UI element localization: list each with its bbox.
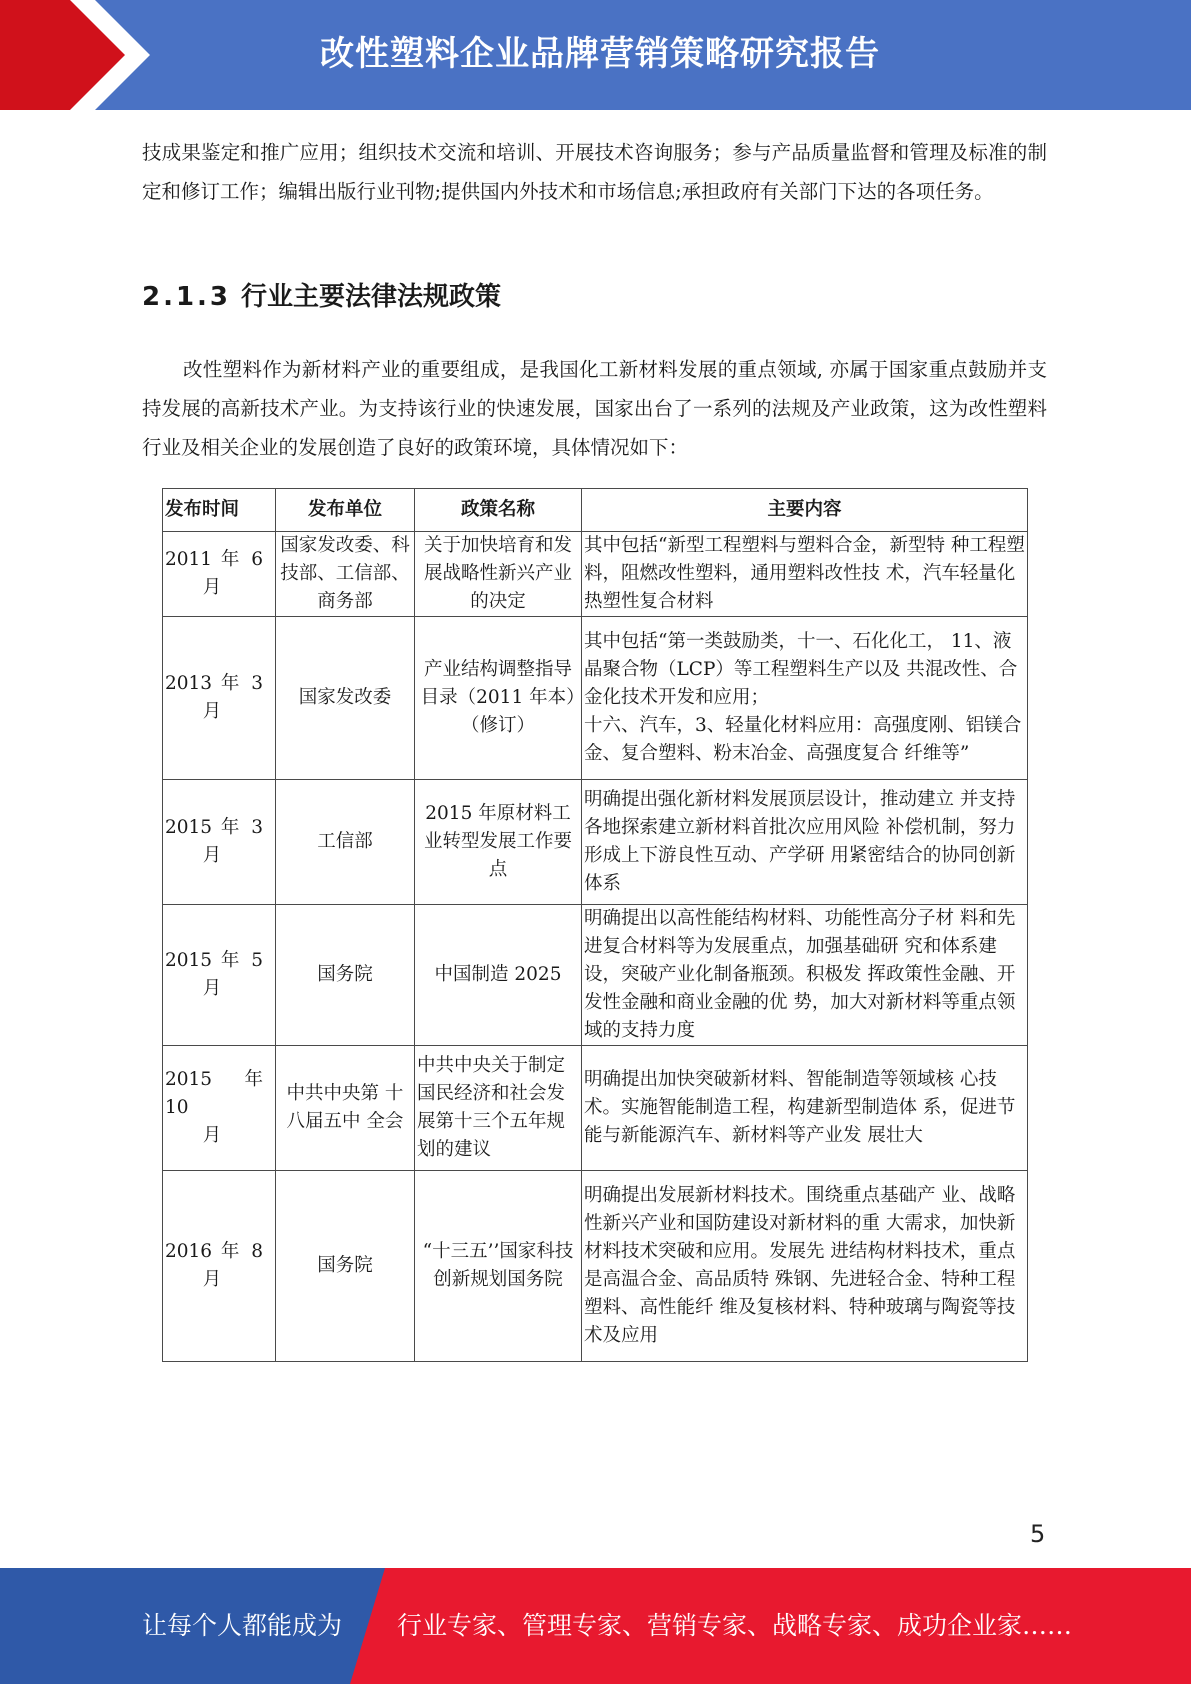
section-number: 2.1.3 [142,282,232,312]
cell-policy: “十三五’’国家科技创新规划国务院 [415,1171,582,1362]
table-row [163,532,1028,617]
cell-date: 2015 年 5 月 [163,905,276,1046]
cell-issuer: 国家发改委 [276,617,415,780]
cell-date: 2011 年 6 月 [163,532,276,617]
footer-slogan-right: 行业专家、管理专家、营销专家、战略专家、成功企业家…… [397,1611,1073,1640]
cell-policy: 中共中央关于制定国民经济和社会发展第十三个五年规划的建议 [415,1046,582,1171]
table-row [163,1046,1028,1171]
cell-date: 2013 年 3 月 [163,617,276,780]
cell-date: 2016 年 8 月 [163,1171,276,1362]
cell-issuer: 工信部 [276,780,415,905]
section-title: 行业主要法律法规政策 [241,282,502,312]
cell-content: 明确提出发展新材料技术。围绕重点基础产 业、战略性新兴产业和国防建设对新材料的重 大需求，加快新材料技术突破和应用。发展先 进结构材料技术，重点是高温合金、高品质特 殊钢、先进轻合金、特种工程塑料、高性能纤 维及复核材料、特种玻璃与陶瓷等技术及应用 [582,1171,1028,1362]
cell-policy: 产业结构调整指导目录（2011 年本）（修订） [415,617,582,780]
footer-slogan-left: 让每个人都能成为 [142,1611,343,1640]
intro-paragraph: 技成果鉴定和推广应用；组织技术交流和培训、开展技术咨询服务；参与产品质量监督和管理及标准的制定和修订工作；编辑出版行业刊物;提供国内外技术和市场信息;承担政府有关部门下达的各项任务。 [142,141,1047,203]
cell-date: 2015 年 3 月 [163,780,276,905]
cell-policy: 中国制造 2025 [415,905,582,1046]
cell-policy: 关于加快培育和发展战略性新兴产业的决定 [415,532,582,617]
page-number: 5 [1030,1520,1046,1548]
table-row [163,780,1028,905]
header-issuer: 发布单位 [276,489,415,532]
report-title: 改性塑料企业品牌营销策略研究报告 [320,34,880,74]
cell-content: 其中包括“新型工程塑料与塑料合金，新型特 种工程塑料，阻燃改性塑料，通用塑料改性技 术，汽车轻量化热塑性复合材料 [582,532,1028,617]
header-date: 发布时间 [163,489,276,532]
cell-content: 明确提出强化新材料发展顶层设计，推动建立 并支持各地探索建立新材料首批次应用风险 补偿机制，努力形成上下游良性互动、产学研 用紧密结合的协同创新体系 [582,780,1028,905]
cell-issuer: 中共中央第 十八届五中 全会 [276,1046,415,1171]
body-paragraph: 改性塑料作为新材料产业的重要组成，是我国化工新材料发展的重点领域, 亦属于国家重点鼓励并支持发展的高新技术产业。为支持该行业的快速发展，国家出台了一系列的法规及产业政策，这为改性塑料行业及相关企业的发展创造了良好的政策环境，具体情况如下： [142,358,1047,459]
page-header [0,0,1191,110]
header-content: 主要内容 [582,489,1028,532]
table-row [163,905,1028,1046]
cell-policy: 2015 年原材料工业转型发展工作要点 [415,780,582,905]
cell-content: 明确提出加快突破新材料、智能制造等领域核 心技术。实施智能制造工程，构建新型制造体 系，促进节能与新能源汽车、新材料等产业发 展壮大 [582,1046,1028,1171]
policy-table [162,488,1028,1362]
cell-content: 明确提出以高性能结构材料、功能性高分子材 料和先进复合材料等为发展重点，加强基础研 究和体系建设，突破产业化制备瓶颈。积极发 挥政策性金融、开发性金融和商业金融的优 势，加大对新材料等重点领域的支持力度 [582,905,1028,1046]
table-row [163,1171,1028,1362]
section-heading [142,276,501,313]
cell-issuer: 国务院 [276,1171,415,1362]
header-policy: 政策名称 [415,489,582,532]
cell-date: 2015 年 10 月 [163,1046,276,1171]
page-footer [0,1568,1191,1684]
cell-content: 其中包括“第一类鼓励类，十一、石化化工， 11、液晶聚合物（LCP）等工程塑料生产以及 共混改性、合金化技术开发和应用； 十六、汽车，3、轻量化材料应用：高强度刚、铝镁合金、复合塑料、粉末冶金、高强度复合 纤维等” [582,617,1028,780]
table-header-row [163,489,1028,532]
cell-issuer: 国务院 [276,905,415,1046]
table-row [163,617,1028,780]
cell-issuer: 国家发改委、科技部、工信部、商务部 [276,532,415,617]
